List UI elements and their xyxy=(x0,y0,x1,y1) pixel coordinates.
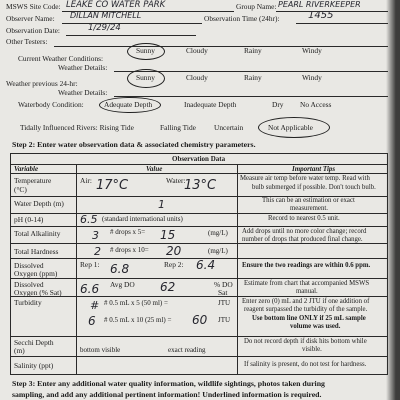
obs-date-label: Observation Date: xyxy=(6,26,60,35)
alkalinity-label: Total Alkalinity xyxy=(14,229,61,238)
previous-sunny-selection-circle xyxy=(127,69,165,88)
tidal-falling-option[interactable]: Falling Tide xyxy=(160,123,196,132)
ph-units: (standard international units) xyxy=(102,215,183,223)
tidal-uncertain-option[interactable]: Uncertain xyxy=(214,123,244,132)
ph-value[interactable]: 6.5 xyxy=(80,213,98,226)
turbidity-formula1: # 0.5 mL x 5 (50 ml) = xyxy=(104,299,168,307)
hardness-drop-count[interactable]: 2 xyxy=(94,245,101,258)
hardness-result[interactable]: 20 xyxy=(166,244,182,258)
photo-edge-shadow xyxy=(386,0,400,400)
group-name-label: Group Name: xyxy=(236,2,277,11)
waterbody-label: Waterbody Condition: xyxy=(18,100,84,109)
observer-line xyxy=(62,23,202,24)
do-rep1-label: Rep 1: xyxy=(80,260,100,269)
depth-tip-line2: measurement. xyxy=(290,205,328,212)
secchi-tip-line2: visible. xyxy=(302,346,322,353)
previous-rainy-option[interactable]: Rainy xyxy=(244,73,262,82)
current-weather-details-label: Weather Details: xyxy=(58,63,108,72)
hardness-label: Total Hardness xyxy=(14,247,59,256)
do-sat-tip-line2: manual. xyxy=(296,288,318,295)
step2-heading: Step 2: Enter water observation data & associated chemistry parameters. xyxy=(12,140,256,149)
do-label: Dissolved xyxy=(14,261,44,270)
depth-value[interactable]: 1 xyxy=(158,198,165,211)
turbidity-result[interactable]: 60 xyxy=(192,313,208,327)
previous-sunny-option[interactable]: Sunny xyxy=(136,73,155,82)
turbidity-unit1: JTU xyxy=(218,299,231,307)
turbidity-tip-line4: volume was used. xyxy=(290,323,341,330)
turbidity-line1-mark[interactable]: # xyxy=(90,299,100,312)
secchi-tip-line1: Do not record depth if disk hits bottom while xyxy=(244,338,367,345)
turbidity-tip-line2: reagent surpassed the turbidity of the sample. xyxy=(244,306,368,313)
current-cloudy-option[interactable]: Cloudy xyxy=(186,46,208,55)
waterbody-adequate-option[interactable]: Adequate Depth xyxy=(104,100,153,109)
alkalinity-formula: # drops x 5= xyxy=(110,228,146,236)
salinity-tip: If salinity is present, do not test for hardness. xyxy=(244,361,367,368)
hardness-formula: # drops x 10= xyxy=(110,246,149,254)
previous-cloudy-option[interactable]: Cloudy xyxy=(186,73,208,82)
observer-label: Observer Name: xyxy=(6,14,55,23)
air-temp-value[interactable]: 17°C xyxy=(96,178,129,193)
previous-weather-details-label: Weather Details: xyxy=(58,88,108,97)
row-divider xyxy=(10,213,388,214)
turbidity-line2-count[interactable]: 6 xyxy=(88,314,96,328)
row-divider xyxy=(10,356,388,357)
waterbody-inadequate-option[interactable]: Inadequate Depth xyxy=(184,100,237,109)
current-windy-option[interactable]: Windy xyxy=(302,46,322,55)
col-variable-header: Variable xyxy=(14,165,39,173)
do-avg-value[interactable]: 6.6 xyxy=(80,282,100,296)
current-rainy-option[interactable]: Rainy xyxy=(244,46,262,55)
row-divider xyxy=(10,336,388,337)
do-sat-tip-line1: Estimate from chart that accompanied MSWS xyxy=(244,280,370,287)
ph-tip: Record to nearest 0.5 unit. xyxy=(268,215,340,222)
alkalinity-drop-count[interactable]: 3 xyxy=(92,229,99,242)
previous-weather-label: Weather previous 24-hr: xyxy=(6,79,78,88)
observer-value[interactable]: DILLAN MITCHELL xyxy=(70,11,142,20)
secchi-bottom-visible-option[interactable]: bottom visible xyxy=(80,346,121,354)
obs-date-value[interactable]: 1/29/24 xyxy=(88,23,121,33)
site-code-value[interactable]: LEAKE CO WATER PARK xyxy=(66,0,166,10)
alkalinity-result[interactable]: 15 xyxy=(160,228,176,242)
turbidity-tip-line1: Enter zero (0) mL and 2 JTU if one addition of xyxy=(242,298,370,305)
do-sat-percent[interactable]: 62 xyxy=(160,280,176,294)
step3-heading-line1: Step 3: Enter any additional water quality information, wildlife sightings, photos taken during xyxy=(12,379,325,388)
alkalinity-units: (mg/L) xyxy=(208,229,228,237)
do-rep2-label: Rep 2: xyxy=(164,260,184,269)
current-sunny-option[interactable]: Sunny xyxy=(136,46,155,55)
do-sat-unit: Sat xyxy=(218,288,228,297)
col-value-header: Value xyxy=(146,165,163,173)
secchi-exact-reading-option[interactable]: exact reading xyxy=(168,346,206,354)
turbidity-label: Turbidity xyxy=(14,298,42,307)
secchi-unit-label: (m) xyxy=(14,346,25,355)
table-title: Observation Data xyxy=(172,155,226,163)
temp-tip-line2: bulb submerged if possible. Don't touch bulb. xyxy=(252,184,376,191)
air-temp-label: Air: xyxy=(80,176,92,185)
table-bottom-border xyxy=(10,374,388,375)
row-divider xyxy=(10,226,388,227)
do-avg-label: Avg DO xyxy=(110,280,135,289)
tidal-not-applicable-option[interactable]: Not Applicable xyxy=(268,123,313,132)
do-sat-label: Dissolved xyxy=(14,280,44,289)
previous-details-line xyxy=(114,96,388,97)
do-sat-unit-label: Oxygen (% Sat) xyxy=(14,288,62,297)
turbidity-tip-line3: Use bottom line ONLY if 25 mL sample xyxy=(252,315,366,322)
obs-time-value[interactable]: 1455 xyxy=(308,10,334,21)
previous-windy-option[interactable]: Windy xyxy=(302,73,322,82)
table-header-divider xyxy=(10,173,388,174)
other-testers-label: Other Testers: xyxy=(6,37,48,46)
step3-heading-line2: sampling, and add any additional pertinent information! Underlined information is required. xyxy=(12,390,322,399)
alk-hard-tip-line2: number of drops that produced final change. xyxy=(242,236,363,243)
do-pct-label: % DO xyxy=(214,280,233,289)
waterbody-selection-circle xyxy=(99,97,161,113)
water-temp-label: Water: xyxy=(166,176,186,185)
row-divider xyxy=(10,296,388,297)
current-weather-label: Current Weather Conditions: xyxy=(18,54,104,63)
tidal-selection-circle xyxy=(258,117,330,138)
group-name-value[interactable]: PEARL RIVERKEEPER xyxy=(278,0,361,9)
other-testers-line xyxy=(54,46,388,47)
temp-label: Temperature xyxy=(14,176,52,185)
row-divider xyxy=(10,278,388,279)
current-sunny-selection-circle xyxy=(127,43,165,60)
alk-hard-tip-line1: Add drops until no more color change; record xyxy=(242,228,367,235)
table-left-border xyxy=(10,153,11,375)
depth-label: Water Depth (m) xyxy=(14,199,64,208)
depth-tip-line1: This can be an estimation or exact xyxy=(262,197,355,204)
do-rep2-value[interactable]: 6.4 xyxy=(196,258,216,272)
water-temp-value[interactable]: 13°C xyxy=(184,178,217,193)
obs-time-line xyxy=(296,23,388,24)
hardness-units: (mg/L) xyxy=(208,247,228,255)
tidal-label: Tidally Influenced Rivers: Rising Tide xyxy=(20,123,134,132)
site-code-label: MSWS Site Code: xyxy=(6,2,61,11)
obs-date-line xyxy=(66,35,196,36)
obs-time-label: Observation Time (24hr): xyxy=(204,14,280,23)
temp-unit-label: (°C) xyxy=(14,185,27,194)
turbidity-unit2: JTU xyxy=(218,316,231,324)
table-top-border xyxy=(10,153,388,154)
turbidity-formula2: # 0.5 mL x 10 (25 ml) = xyxy=(104,316,172,324)
waterbody-no-access-option[interactable]: No Access xyxy=(300,100,332,109)
waterbody-dry-option[interactable]: Dry xyxy=(272,100,284,109)
temp-tip-line1: Measure air temp before water temp. Read with xyxy=(240,175,370,182)
ph-label: pH (0-14) xyxy=(14,215,44,224)
secchi-label: Secchi Depth xyxy=(14,338,54,347)
do-tip: Ensure the two readings are within 0.6 ppm. xyxy=(242,262,371,269)
do-unit-label: Oxygen (ppm) xyxy=(14,269,58,278)
col-tips-header: Important Tips xyxy=(292,165,336,173)
do-rep1-value[interactable]: 6.8 xyxy=(110,262,130,276)
salinity-label: Salinity (ppt) xyxy=(14,361,54,370)
